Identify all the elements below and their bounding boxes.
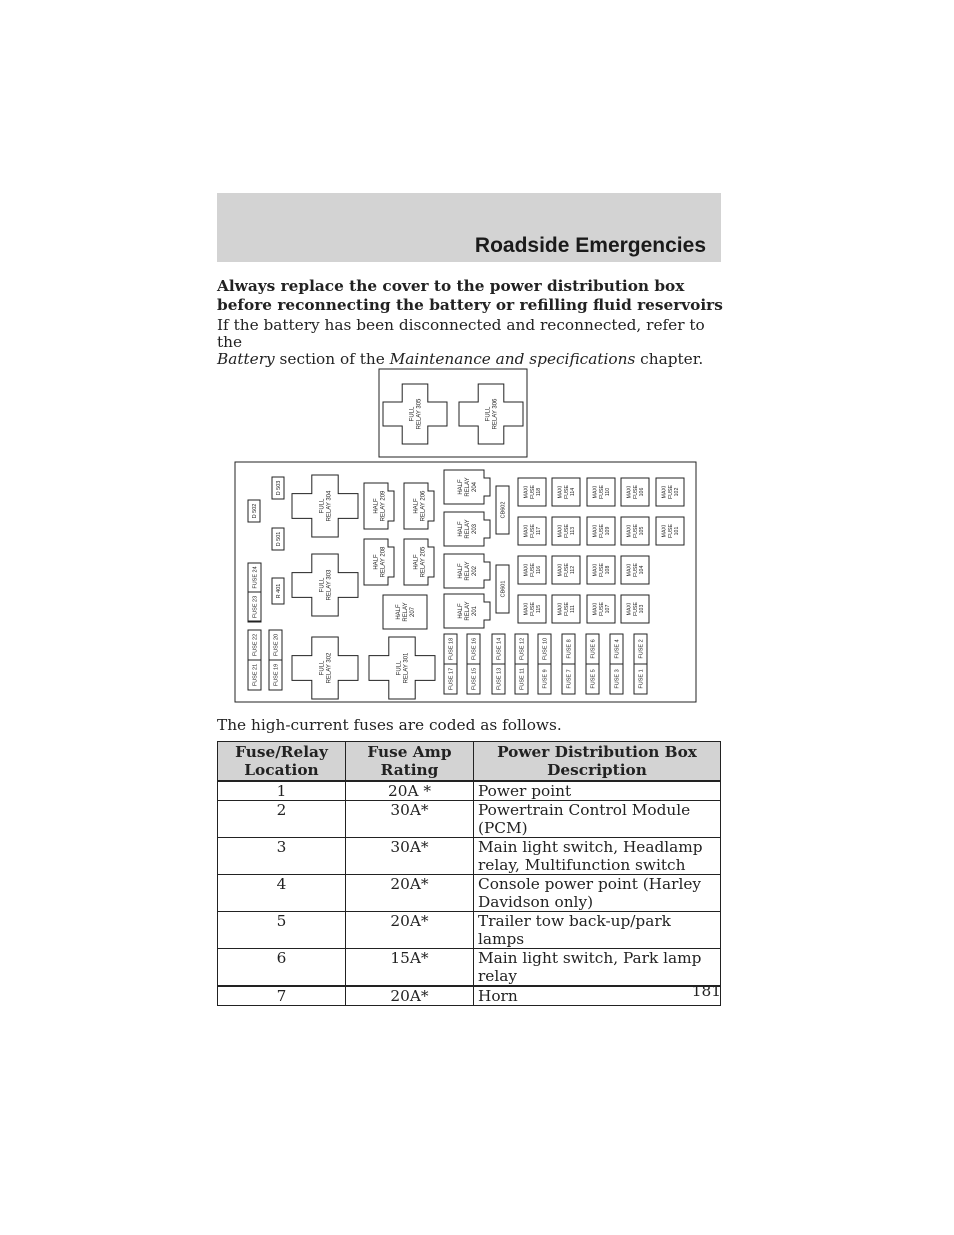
maxi-fuse-114-label (558, 485, 576, 499)
svg-text:FUSE: FUSE (598, 485, 605, 499)
svg-text:FUSE 24: FUSE 24 (252, 566, 259, 589)
svg-text:RELAY 205: RELAY 205 (420, 546, 427, 578)
svg-text:207: 207 (410, 606, 417, 618)
maxi-fuse-118-label (524, 485, 542, 499)
svg-text:RELAY: RELAY (465, 561, 472, 581)
fuse-pair-top-5-label (566, 639, 572, 658)
svg-text:HALF: HALF (373, 498, 380, 514)
cell-location: 3 (218, 838, 346, 875)
svg-text:MAXI: MAXI (523, 524, 530, 538)
maxi-fuse-101-label (662, 524, 680, 538)
maxi-fuse-113-label (558, 524, 576, 538)
fuse-pair-bottom-3-label (519, 668, 525, 690)
svg-text:114: 114 (570, 487, 577, 497)
svg-text:203: 203 (472, 523, 479, 535)
relay-302-label (320, 652, 333, 683)
svg-text:MAXI: MAXI (523, 602, 530, 616)
svg-text:MAXI: MAXI (626, 524, 633, 538)
maintenance-link-text: Maintenance and specifications (389, 350, 636, 368)
svg-text:RELAY 304: RELAY 304 (326, 490, 333, 522)
svg-text:HALF: HALF (458, 521, 465, 537)
svg-text:FUSE 21: FUSE 21 (252, 663, 259, 687)
svg-text:108: 108 (605, 565, 612, 575)
relay-203-label (458, 519, 478, 538)
table-row (218, 875, 721, 912)
svg-text:110: 110 (605, 487, 612, 497)
svg-text:FUSE 7: FUSE 7 (566, 669, 573, 689)
svg-text:FUSE 4: FUSE 4 (614, 639, 621, 659)
svg-text:FUSE: FUSE (598, 602, 605, 616)
svg-text:MAXI: MAXI (626, 602, 633, 616)
diode-502-label (252, 504, 258, 519)
svg-text:RELAY: RELAY (465, 477, 472, 497)
svg-text:RELAY: RELAY (465, 601, 472, 621)
fuse-pair-top-0-label (448, 638, 454, 660)
fuse-table (217, 741, 721, 1006)
col-header-rating: Fuse Amp Rating (346, 742, 474, 782)
cell-description: Trailer tow back-up/park lamps (474, 912, 721, 949)
svg-text:202: 202 (472, 565, 479, 577)
svg-text:D 502: D 502 (251, 503, 258, 519)
svg-text:FUSE 5: FUSE 5 (590, 669, 597, 689)
col-header-description: Power Distribution Box Description (474, 742, 721, 782)
svg-text:FUSE: FUSE (563, 563, 570, 577)
fuse-pair-top-6-label (590, 639, 596, 658)
svg-text:FUSE 23: FUSE 23 (252, 595, 259, 619)
maxi-fuse-105-label (627, 524, 645, 538)
relay-205-label (414, 546, 427, 577)
table-row (218, 838, 721, 875)
table-row (218, 801, 721, 838)
cell-rating: 30A* (346, 838, 474, 875)
fuse-pair-bottom-0-label (448, 668, 454, 690)
fuse-24-cell-label (252, 566, 258, 588)
svg-text:FUSE 2: FUSE 2 (638, 639, 645, 659)
cell-description: Main light switch, Headlamp relay, Multifunction switch (474, 838, 721, 875)
cell-rating: 20A* (346, 986, 474, 1006)
svg-text:HALF: HALF (396, 604, 403, 620)
svg-text:FUSE 8: FUSE 8 (566, 639, 573, 659)
svg-text:101: 101 (674, 526, 681, 536)
diode-501-label (276, 532, 282, 547)
relay-202-label (458, 561, 478, 580)
relay-306-label (486, 398, 499, 429)
cell-description: Console power point (Harley Davidson only) (474, 875, 721, 912)
relay-301-label (397, 652, 410, 683)
maxi-fuse-116-label (524, 563, 542, 577)
svg-text:RELAY 305: RELAY 305 (416, 398, 423, 430)
fuse-20-cell-label (273, 634, 279, 656)
svg-text:RELAY 208: RELAY 208 (380, 546, 387, 578)
fuse-pair-bottom-4-label (542, 669, 548, 688)
fuse-pair-bottom-5-label (566, 669, 572, 688)
cell-location: 5 (218, 912, 346, 949)
maxi-fuse-109-label (593, 524, 611, 538)
col-header-location: Fuse/Relay Location (218, 742, 346, 782)
svg-text:FUSE: FUSE (667, 485, 674, 499)
svg-text:FUSE 10: FUSE 10 (542, 637, 549, 661)
svg-text:FULL: FULL (485, 406, 492, 422)
svg-text:R 401: R 401 (275, 583, 282, 599)
table-row (218, 949, 721, 987)
svg-text:FUSE: FUSE (529, 485, 536, 499)
page-number: 181 (691, 982, 721, 1000)
svg-text:HALF: HALF (413, 498, 420, 514)
svg-text:MAXI: MAXI (626, 563, 633, 577)
fuse-pair-bottom-7-label (614, 669, 620, 688)
relay-201-label (458, 601, 478, 620)
relay-208-label (374, 546, 387, 577)
maxi-fuse-107-label (593, 602, 611, 616)
svg-text:FUSE: FUSE (563, 524, 570, 538)
svg-text:FUSE: FUSE (667, 524, 674, 538)
relay-305-label (410, 398, 423, 429)
maxi-fuse-117-label (524, 524, 542, 538)
circuit-breaker-601-label (500, 581, 506, 598)
relay-209-label (374, 490, 387, 521)
svg-text:FUSE: FUSE (563, 602, 570, 616)
relay-206-label (414, 490, 427, 521)
svg-text:FUSE: FUSE (632, 485, 639, 499)
fuse-19-cell-label (273, 664, 279, 686)
svg-text:117: 117 (536, 526, 543, 536)
cell-rating: 15A* (346, 949, 474, 987)
svg-text:MAXI: MAXI (661, 524, 668, 538)
svg-text:RELAY 209: RELAY 209 (380, 490, 387, 522)
svg-text:FULL: FULL (409, 406, 416, 422)
svg-text:FUSE 20: FUSE 20 (273, 633, 280, 657)
svg-text:FUSE: FUSE (632, 563, 639, 577)
maxi-fuse-112-label (558, 563, 576, 577)
fuse-pair-top-2-label (496, 638, 502, 660)
svg-text:FUSE 1: FUSE 1 (638, 669, 645, 689)
svg-text:FULL: FULL (396, 660, 403, 676)
svg-text:FUSE 6: FUSE 6 (590, 639, 597, 659)
table-row (218, 781, 721, 801)
svg-text:112: 112 (570, 565, 577, 575)
fuse-22-cell-label (252, 634, 258, 656)
cell-rating: 20A* (346, 875, 474, 912)
cell-location: 6 (218, 949, 346, 987)
maxi-fuse-104-label (627, 563, 645, 577)
cell-location: 7 (218, 986, 346, 1006)
svg-text:RELAY: RELAY (403, 602, 410, 622)
fuse-pair-top-4-label (542, 638, 548, 660)
cell-location: 4 (218, 875, 346, 912)
fuse-pair-bottom-6-label (590, 669, 596, 688)
svg-text:115: 115 (536, 604, 543, 614)
svg-text:HALF: HALF (458, 603, 465, 619)
cell-description: Horn (474, 986, 721, 1006)
relay-207-label (396, 602, 416, 621)
svg-text:FULL: FULL (319, 498, 326, 514)
maxi-fuse-106-label (627, 485, 645, 499)
table-header-row (218, 742, 721, 782)
svg-text:MAXI: MAXI (557, 602, 564, 616)
svg-text:MAXI: MAXI (557, 524, 564, 538)
diode-503-label (276, 481, 282, 496)
svg-text:FUSE 11: FUSE 11 (519, 668, 526, 690)
paragraph-text-2: section of the (279, 350, 385, 368)
fuse-pair-bottom-2-label (496, 668, 502, 690)
svg-text:HALF: HALF (373, 554, 380, 570)
svg-text:FUSE 15: FUSE 15 (471, 667, 478, 691)
svg-text:RELAY 303: RELAY 303 (326, 569, 333, 601)
svg-text:201: 201 (472, 605, 479, 617)
svg-text:FUSE 18: FUSE 18 (448, 637, 455, 661)
fuse-pair-bottom-8-label (638, 669, 644, 688)
svg-text:MAXI: MAXI (626, 485, 633, 499)
maxi-fuse-102-label (662, 485, 680, 499)
svg-text:MAXI: MAXI (523, 485, 530, 499)
svg-text:FUSE: FUSE (632, 602, 639, 616)
svg-text:FUSE: FUSE (632, 524, 639, 538)
svg-text:111: 111 (570, 605, 577, 613)
paragraph-text-3: chapter. (640, 350, 704, 368)
svg-text:FUSE: FUSE (563, 485, 570, 499)
svg-text:106: 106 (639, 487, 646, 497)
svg-text:103: 103 (639, 604, 646, 614)
svg-text:FUSE: FUSE (529, 563, 536, 577)
svg-text:FUSE: FUSE (598, 524, 605, 538)
svg-text:118: 118 (536, 487, 543, 497)
svg-text:MAXI: MAXI (592, 485, 599, 499)
svg-text:MAXI: MAXI (523, 563, 530, 577)
maxi-fuse-111-label (558, 602, 576, 616)
svg-text:CB602: CB602 (500, 501, 507, 519)
svg-text:104: 104 (639, 565, 646, 575)
svg-text:MAXI: MAXI (557, 563, 564, 577)
cell-location: 2 (218, 801, 346, 838)
cell-location: 1 (218, 781, 346, 801)
cell-rating: 30A* (346, 801, 474, 838)
relay-303-label (320, 569, 333, 600)
cell-description: Main light switch, Park lamp relay (474, 949, 721, 987)
fuse-21-cell-label (252, 664, 258, 686)
relay-204-label (458, 477, 478, 496)
fuse-pair-top-1-label (471, 638, 477, 660)
cell-rating: 20A* (346, 912, 474, 949)
maxi-fuse-108-label (593, 563, 611, 577)
fuse-pair-top-3-label (519, 638, 525, 660)
svg-text:FUSE 9: FUSE 9 (542, 669, 549, 689)
svg-text:FUSE: FUSE (598, 563, 605, 577)
maxi-fuse-103-label (627, 602, 645, 616)
svg-text:102: 102 (674, 487, 681, 497)
resistor-401-label (276, 584, 282, 599)
svg-text:FUSE: FUSE (529, 602, 536, 616)
paragraph-text-1: If the battery has been disconnected and reconnected, refer to the (217, 316, 705, 351)
svg-text:HALF: HALF (458, 563, 465, 579)
svg-text:FUSE 19: FUSE 19 (273, 663, 280, 687)
svg-text:107: 107 (605, 604, 612, 614)
svg-text:MAXI: MAXI (592, 563, 599, 577)
top-relay-box (379, 369, 527, 457)
svg-text:FUSE 13: FUSE 13 (496, 667, 503, 691)
svg-text:MAXI: MAXI (592, 602, 599, 616)
svg-text:D 501: D 501 (275, 531, 282, 547)
svg-text:109: 109 (605, 526, 612, 536)
svg-text:RELAY 302: RELAY 302 (326, 652, 333, 684)
table-row (218, 986, 721, 1006)
maxi-fuse-110-label (593, 485, 611, 499)
svg-text:MAXI: MAXI (661, 485, 668, 499)
warning-text: Always replace the cover to the power distribution box before reconnecting the battery or refilling fluid reservoirs (217, 277, 723, 314)
cell-rating: 20A * (346, 781, 474, 801)
table-caption: The high-current fuses are coded as follows. (217, 716, 562, 734)
cell-description: Powertrain Control Module (PCM) (474, 801, 721, 838)
svg-text:HALF: HALF (413, 554, 420, 570)
fuse-23-cell-label (252, 596, 258, 618)
svg-text:HALF: HALF (458, 479, 465, 495)
svg-text:MAXI: MAXI (592, 524, 599, 538)
svg-text:RELAY 301: RELAY 301 (403, 652, 410, 684)
section-title: Roadside Emergencies (474, 234, 706, 257)
cell-description: Power point (474, 781, 721, 801)
svg-text:FUSE 12: FUSE 12 (519, 637, 526, 661)
battery-link-text: Battery (217, 350, 275, 368)
maxi-fuse-115-label (524, 602, 542, 616)
svg-text:FUSE 14: FUSE 14 (496, 637, 503, 661)
circuit-breaker-602-label (500, 502, 506, 519)
svg-text:113: 113 (570, 526, 577, 536)
svg-text:RELAY 306: RELAY 306 (492, 398, 499, 430)
svg-text:RELAY: RELAY (465, 519, 472, 539)
svg-text:FUSE 16: FUSE 16 (471, 637, 478, 661)
svg-text:FULL: FULL (319, 660, 326, 676)
svg-text:FUSE 3: FUSE 3 (614, 669, 621, 689)
relay-304-label (320, 490, 333, 521)
fuse-pair-bottom-1-label (471, 668, 477, 690)
fuse-pair-top-8-label (638, 639, 644, 658)
svg-text:105: 105 (639, 526, 646, 536)
svg-text:FUSE 17: FUSE 17 (448, 667, 455, 691)
svg-text:FULL: FULL (319, 577, 326, 593)
svg-text:MAXI: MAXI (557, 485, 564, 499)
fuse-pair-top-7-label (614, 639, 620, 658)
svg-text:116: 116 (536, 565, 543, 575)
svg-text:RELAY 206: RELAY 206 (420, 490, 427, 522)
svg-text:FUSE 22: FUSE 22 (252, 633, 259, 657)
svg-text:204: 204 (472, 481, 479, 493)
svg-text:D 503: D 503 (275, 480, 282, 496)
table-row (218, 912, 721, 949)
svg-text:CB601: CB601 (500, 580, 507, 598)
svg-text:FUSE: FUSE (529, 524, 536, 538)
